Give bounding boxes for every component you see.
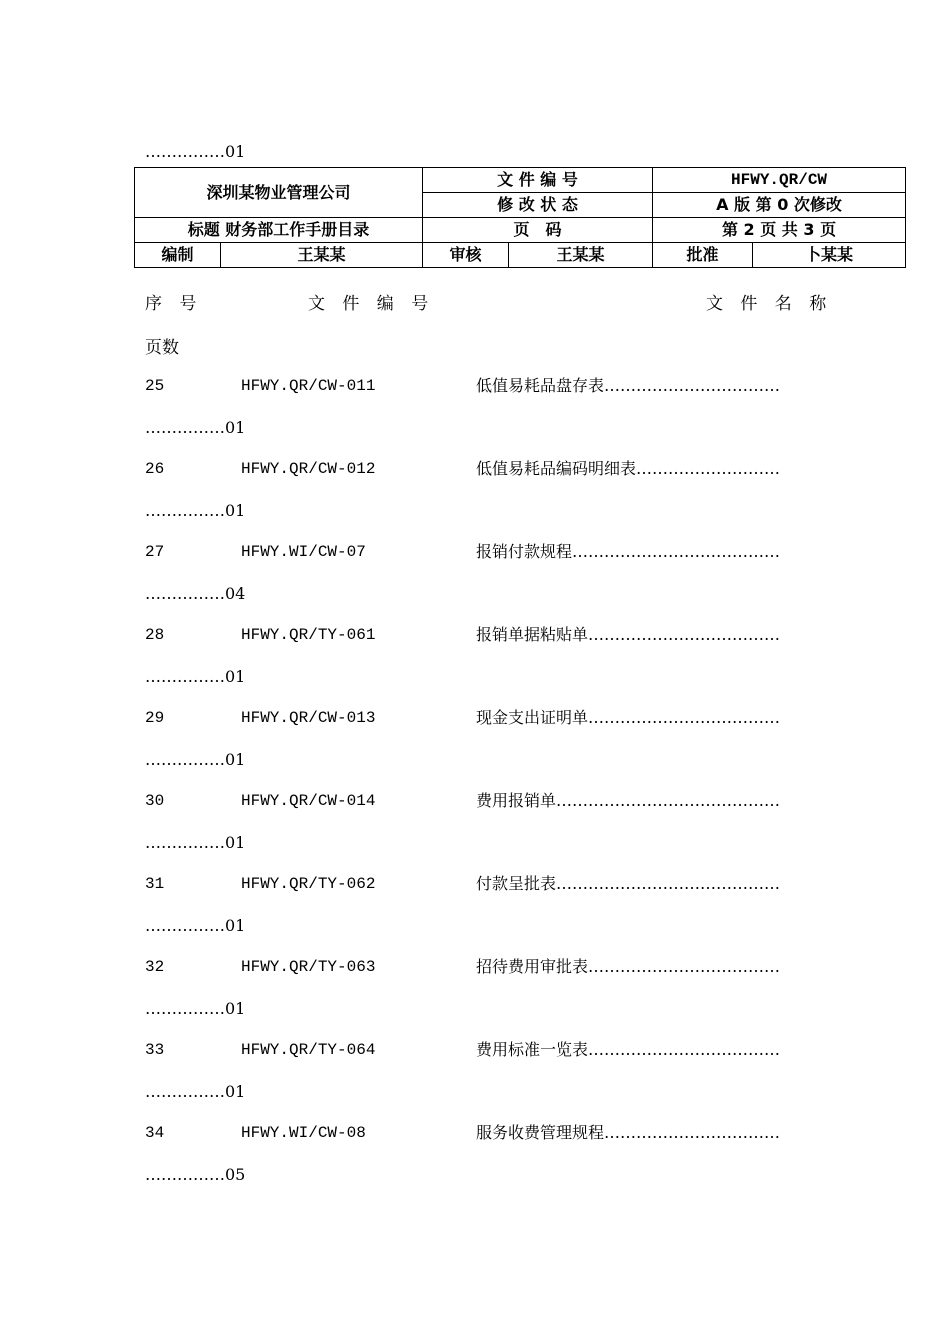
toc-row-number: 34: [145, 1124, 165, 1142]
toc-row-number: 30: [145, 792, 165, 810]
toc-row-doc-name: 付款呈批表……………………………………: [476, 874, 781, 893]
toc-row-number: 33: [145, 1041, 165, 1059]
page-value: 第 2 页 共 3 页: [653, 218, 906, 243]
approved-by: 卜某某: [753, 243, 906, 268]
toc-row-doc-code: HFWY.QR/TY-064: [241, 1041, 376, 1059]
top-continuation: ……………01: [145, 142, 246, 161]
column-header-pages: 页数: [145, 338, 179, 358]
company-name: 深圳某物业管理公司: [135, 168, 423, 218]
toc-row-doc-code: HFWY.WI/CW-07: [241, 543, 366, 561]
toc-row-page-count: ……………01: [145, 750, 246, 769]
toc-row-page-count: ……………01: [145, 916, 246, 935]
toc-row-number: 32: [145, 958, 165, 976]
toc-row-doc-name: 低值易耗品编码明细表………………………: [476, 459, 781, 478]
page-label: 页 码: [423, 218, 653, 243]
toc-row-number: 27: [145, 543, 165, 561]
toc-row-doc-name: 报销付款规程…………………………………: [476, 542, 781, 561]
toc-row-number: 31: [145, 875, 165, 893]
revision-value: A 版 第 0 次修改: [653, 193, 906, 218]
toc-row-doc-code: HFWY.QR/CW-012: [241, 460, 376, 478]
toc-row-doc-name: 低值易耗品盘存表……………………………: [476, 376, 781, 395]
toc-row-doc-code: HFWY.QR/TY-061: [241, 626, 376, 644]
toc-row-doc-code: HFWY.QR/CW-013: [241, 709, 376, 727]
toc-row-page-count: ……………01: [145, 418, 246, 437]
toc-row-doc-code: HFWY.WI/CW-08: [241, 1124, 366, 1142]
compiled-by: 王某某: [221, 243, 423, 268]
toc-row-page-count: ……………01: [145, 999, 246, 1018]
toc-row-doc-code: HFWY.QR/TY-062: [241, 875, 376, 893]
toc-row-doc-code: HFWY.QR/CW-014: [241, 792, 376, 810]
toc-row-doc-name: 报销单据粘贴单………………………………: [476, 625, 781, 644]
toc-row-doc-name: 现金支出证明单………………………………: [476, 708, 781, 727]
toc-row-page-count: ……………01: [145, 833, 246, 852]
toc-row-number: 29: [145, 709, 165, 727]
toc-row-doc-name: 费用报销单……………………………………: [476, 791, 781, 810]
toc-row-doc-name: 费用标准一览表………………………………: [476, 1040, 781, 1059]
column-header-doc-name: 文 件 名 称: [706, 294, 833, 314]
reviewed-by: 王某某: [509, 243, 653, 268]
reviewed-label: 审核: [423, 243, 509, 268]
document-title: 标题 财务部工作手册目录: [135, 218, 423, 243]
toc-row-page-count: ……………05: [145, 1165, 246, 1184]
toc-row-doc-code: HFWY.QR/CW-011: [241, 377, 376, 395]
toc-row-doc-name: 招待费用审批表………………………………: [476, 957, 781, 976]
doc-no-label: 文 件 编 号: [423, 168, 653, 193]
revision-label: 修 改 状 态: [423, 193, 653, 218]
toc-row-page-count: ……………01: [145, 667, 246, 686]
toc-row-number: 28: [145, 626, 165, 644]
toc-row-doc-code: HFWY.QR/TY-063: [241, 958, 376, 976]
approved-label: 批准: [653, 243, 753, 268]
toc-row-page-count: ……………04: [145, 584, 246, 603]
toc-row-page-count: ……………01: [145, 501, 246, 520]
toc-row-number: 25: [145, 377, 165, 395]
compiled-label: 编制: [135, 243, 221, 268]
doc-no-value: HFWY.QR/CW: [653, 168, 906, 193]
toc-row-page-count: ……………01: [145, 1082, 246, 1101]
column-header-seq: 序 号: [145, 294, 203, 314]
document-header-table: [134, 167, 906, 268]
toc-row-number: 26: [145, 460, 165, 478]
toc-row-doc-name: 服务收费管理规程……………………………: [476, 1123, 781, 1142]
column-header-doc-no: 文 件 编 号: [308, 294, 435, 314]
